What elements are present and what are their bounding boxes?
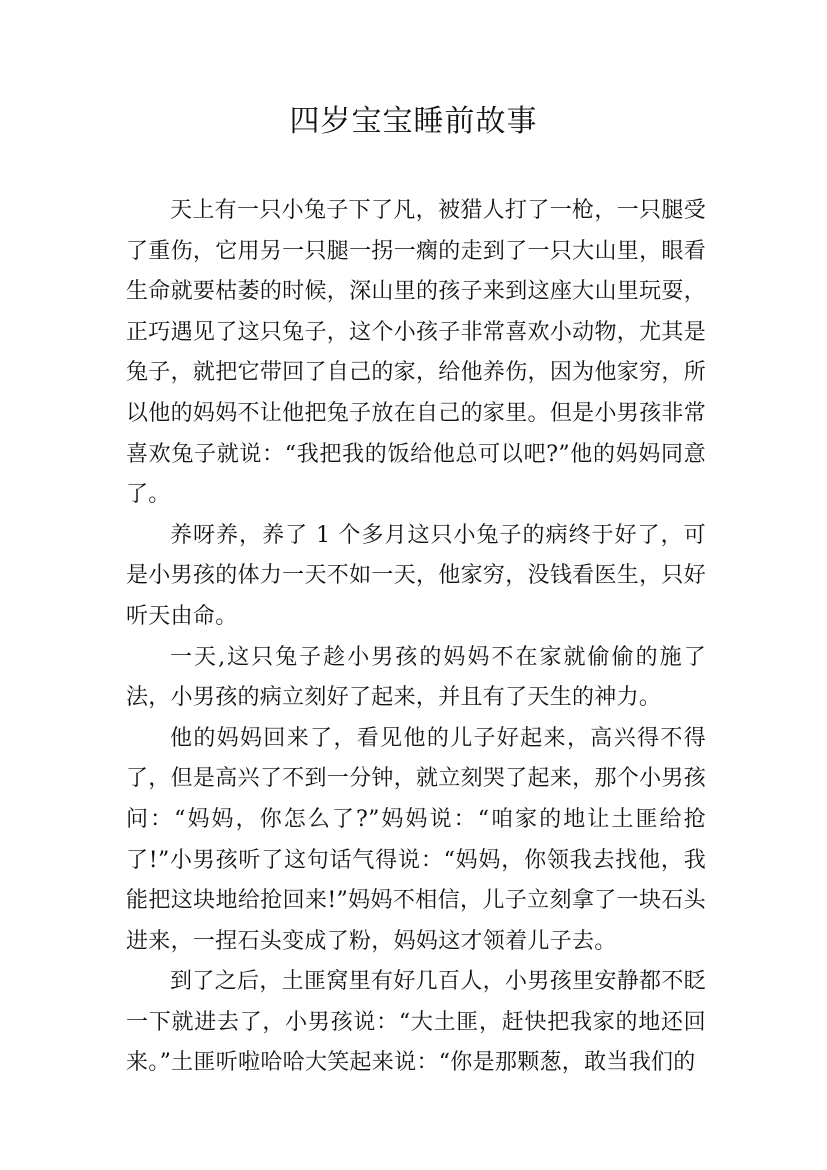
document-title: 四岁宝宝睡前故事 [289, 104, 538, 139]
story-paragraph-5: 到了之后，土匪窝里有好几百人，小男孩里安静都不眨一下就进去了，小男孩说：“大土匪，赶快把我家的地还回来。”土匪听啦哈哈大笑起来说：“你是那颗葱，敢当我们的 [126, 969, 706, 1076]
story-body [126, 191, 706, 1084]
story-paragraph-4: 他的妈妈回来了，看见他的儿子好起来，高兴得不得了，但是高兴了不到一分钟，就立刻哭了起来，那个小男孩问：“妈妈，你怎么了?”妈妈说：“咱家的地让土匪给抢了!”小男孩听了这句话气得说：“妈妈，你领我去找他，我能把这块地给抢回来!”妈妈不相信，儿子立刻拿了一块石头进来，一捏石头变成了粉，妈妈这才领着儿子去。 [126, 725, 706, 954]
story-paragraph-1: 天上有一只小兔子下了凡，被猎人打了一枪，一只腿受了重伤，它用另一只腿一拐一瘸的走到了一只大山里，眼看生命就要枯萎的时候，深山里的孩子来到这座大山里玩耍，正巧遇见了这只兔子，这个小孩子非常喜欢小动物，尤其是兔子，就把它带回了自己的家，给他养伤，因为他家穷，所以他的妈妈不让他把兔子放在自己的家里。但是小男孩非常喜欢兔子就说：“我把我的饭给他总可以吧?”他的妈妈同意了。 [126, 198, 706, 508]
story-paragraph-2: 养呀养，养了 1 个多月这只小兔子的病终于好了，可是小男孩的体力一天不如一天，他家穷，没钱看医生，只好听天由命。 [126, 522, 706, 629]
story-paragraph-3: 一天,这只兔子趁小男孩的妈妈不在家就偷偷的施了法，小男孩的病立刻好了起来，并且有了天生的神力。 [126, 644, 706, 711]
